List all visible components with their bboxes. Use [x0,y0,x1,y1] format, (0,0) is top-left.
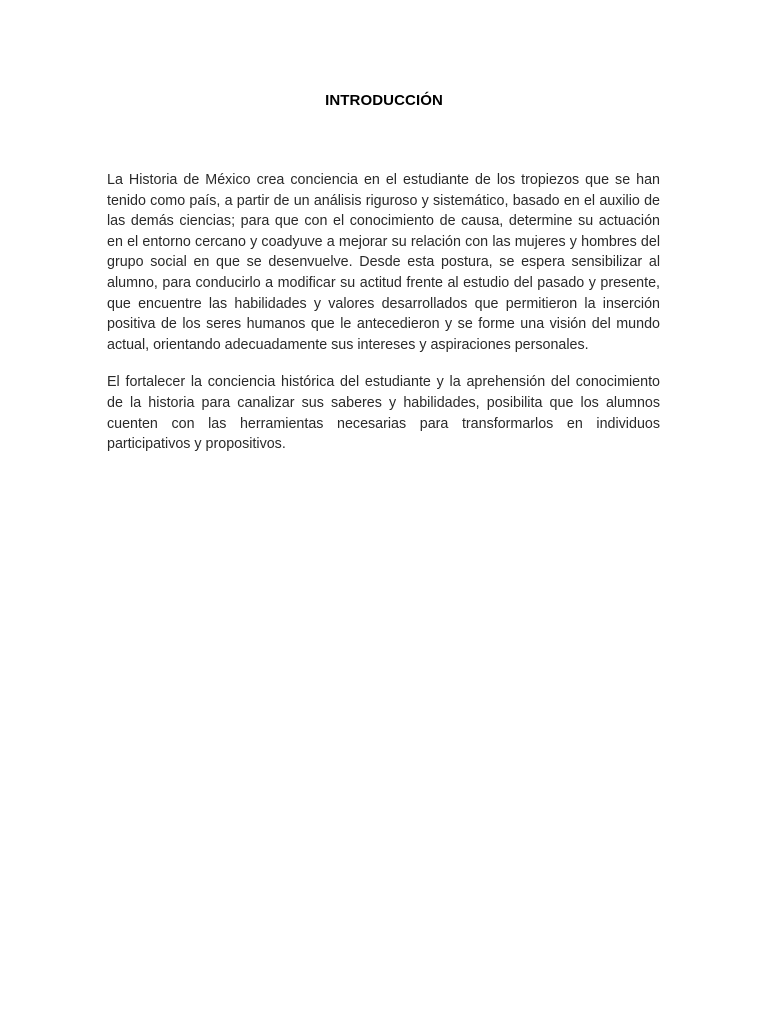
paragraph-1: La Historia de México crea conciencia en el estudiante de los tropiezos que se han tenido como país, a partir de un análisis riguroso y sistemático, basado en el auxilio de las demás ciencias; para que con el conocimiento de causa, determine su actuación en el entorno cercano y coadyuve a mejorar su relación con las mujeres y hombres del grupo social en que se desenvuelve. Desde esta postura, se espera sensibilizar al alumno, para conducirlo a modificar su actitud frente al estudio del pasado y presente, que encuentre las habilidades y valores desarrollados que permitieron la inserción positiva de los seres humanos que le antecedieron y se forme una visión del mundo actual, orientando adecuadamente sus intereses y aspiraciones personales. [107,172,660,353]
document-body [107,170,660,472]
paragraph-2: El fortalecer la conciencia histórica del estudiante y la aprehensión del conocimiento de la historia para canalizar sus saberes y habilidades, posibilita que los alumnos cuenten con las herramientas necesarias para transformarlos en individuos participativos y propositivos. [107,374,660,453]
page-title: INTRODUCCIÓN [325,92,443,109]
